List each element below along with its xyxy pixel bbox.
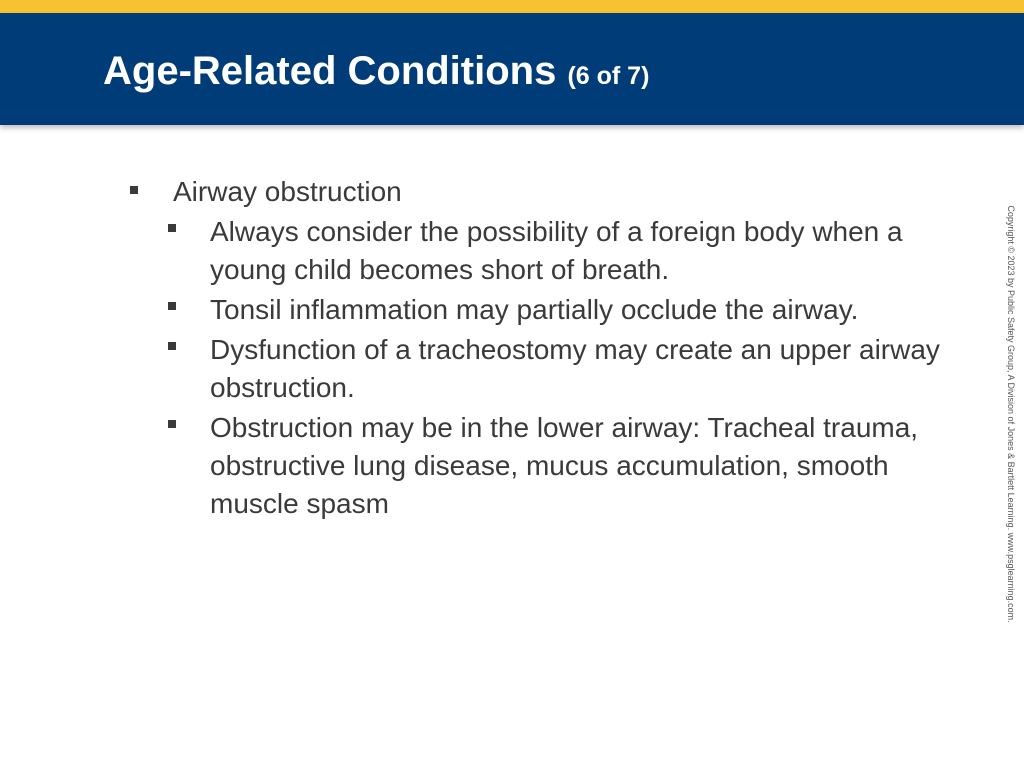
slide-title-suffix: (6 of 7) [567,62,650,90]
sub-bullet-item [126,291,946,329]
sub-bullet-text: Dysfunction of a tracheostomy may create an upper airway obstruction. [210,334,940,403]
sub-bullet-list [126,213,946,523]
sub-bullet-item [126,331,946,407]
bullet-heading-text: Airway obstruction [173,176,402,207]
slide-title-text: Age-Related Conditions [103,49,557,93]
slide-title [103,48,649,99]
bullet-heading [126,173,946,211]
square-bullet-icon [168,420,176,428]
accent-bar [0,0,1024,13]
copyright-notice: Copyright © 2023 by Public Safety Group, A Division of Jones & Bartlett Learning. www.psglearning.com. [1006,205,1016,623]
square-bullet-icon [168,224,176,232]
square-bullet-icon [168,342,176,350]
square-bullet-icon [130,186,138,194]
sub-bullet-text: Tonsil inflammation may partially occlude the airway. [210,294,859,325]
sub-bullet-text: Always consider the possibility of a foreign body when a young child becomes short of breath. [210,216,903,285]
sub-bullet-item [126,213,946,289]
square-bullet-icon [168,302,176,310]
slide-header [0,13,1024,125]
sub-bullet-item [126,409,946,523]
slide-content [126,173,946,523]
sub-bullet-text: Obstruction may be in the lower airway: Tracheal trauma, obstructive lung disease, mucus accumulation, smooth muscle spasm [210,412,919,519]
